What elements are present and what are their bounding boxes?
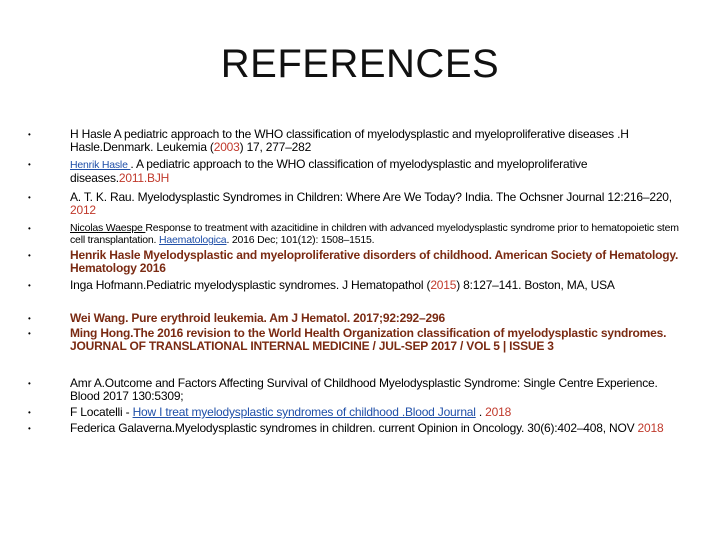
reference-text: Federica Galaverna.Myelodysplastic syndromes in children. current Opinion in Oncology. 30(6):402–408, NOV [70,421,638,435]
reference-item-11 [70,422,682,435]
bullet: • [28,193,31,202]
reference-item-8: Ming Hong.The 2016 revision to the World Health Organization classification of myelodysplastic syndromes. JOURNAL OF TRANSLATIONAL INTERNAL MEDICINE / JUL-SEP 2017 / VOL 5 | ISSUE 3 [70,326,667,353]
bullet: • [28,329,31,338]
reference-year: 2012 [70,203,96,217]
bullet: • [28,314,31,323]
reference-year: 2018 [485,405,512,419]
reference-item-1 [70,128,682,154]
reference-item-4 [70,222,682,246]
bullet: • [28,160,31,169]
bullet: • [28,379,31,388]
reference-text: . A pediatric approach to the WHO classification of myelodysplastic and myeloproliferative diseases. [70,157,588,185]
reference-item-5: Henrik Hasle Myelodysplastic and myeloproliferative disorders of childhood. American Society of Hematology. Hematology 2016 [70,248,679,275]
bullet: • [28,281,31,290]
reference-text: Inga Hofmann.Pediatric myelodysplastic syndromes. J Hematopathol ( [70,278,431,292]
reference-text: ) 17, 277–282 [239,140,312,154]
reference-text: . [475,405,486,419]
author-link[interactable]: Henrik Hasle [70,159,131,171]
bullet: • [28,424,31,433]
reference-text: F Locatelli - [70,405,133,419]
reference-text: ) 8:127–141. Boston, MA, USA [456,278,615,292]
bullet: • [28,251,31,260]
reference-item-9: Amr A.Outcome and Factors Affecting Survival of Childhood Myelodysplastic Syndrome: Single Centre Experience. Blood 2017 130:5309; [70,376,658,403]
reference-year: 2003 [213,140,240,154]
bullet: • [28,224,31,233]
article-link[interactable]: How I treat myelodysplastic syndromes of childhood .Blood Journal [132,405,476,419]
reference-item-10 [70,406,682,419]
author-link[interactable]: Nicolas Waespe [70,222,146,234]
reference-item-6 [70,279,682,292]
reference-year: 2018 [637,421,664,435]
reference-year: 2015 [430,278,457,292]
reference-year: 2011.BJH [118,171,170,185]
journal-link[interactable]: Haematologica [159,234,227,246]
reference-text: Response to treatment with azacitidine in children with advanced myelodysplastic syndrome prior to hematopoietic stem cell transplantation. [70,222,679,246]
reference-text: . 2016 Dec; 101(12): 1508–1515. [226,234,375,246]
reference-text: A. T. K. Rau. Myelodysplastic Syndromes in Children: Where Are We Today? India. The Ochsner Journal 12:216–220, [70,190,672,204]
bullet: • [28,408,31,417]
reference-text: H Hasle A pediatric approach to the WHO classification of myelodysplastic and myeloproliferative diseases .H Hasle.Denmark. Leukemia ( [70,127,629,154]
page-title: REFERENCES [220,42,500,86]
reference-item-7: Wei Wang. Pure erythroid leukemia. Am J Hematol. 2017;92:292–296 [70,311,445,325]
reference-item-3 [70,191,682,217]
bullet: • [28,130,31,139]
reference-item-2 [70,158,682,185]
